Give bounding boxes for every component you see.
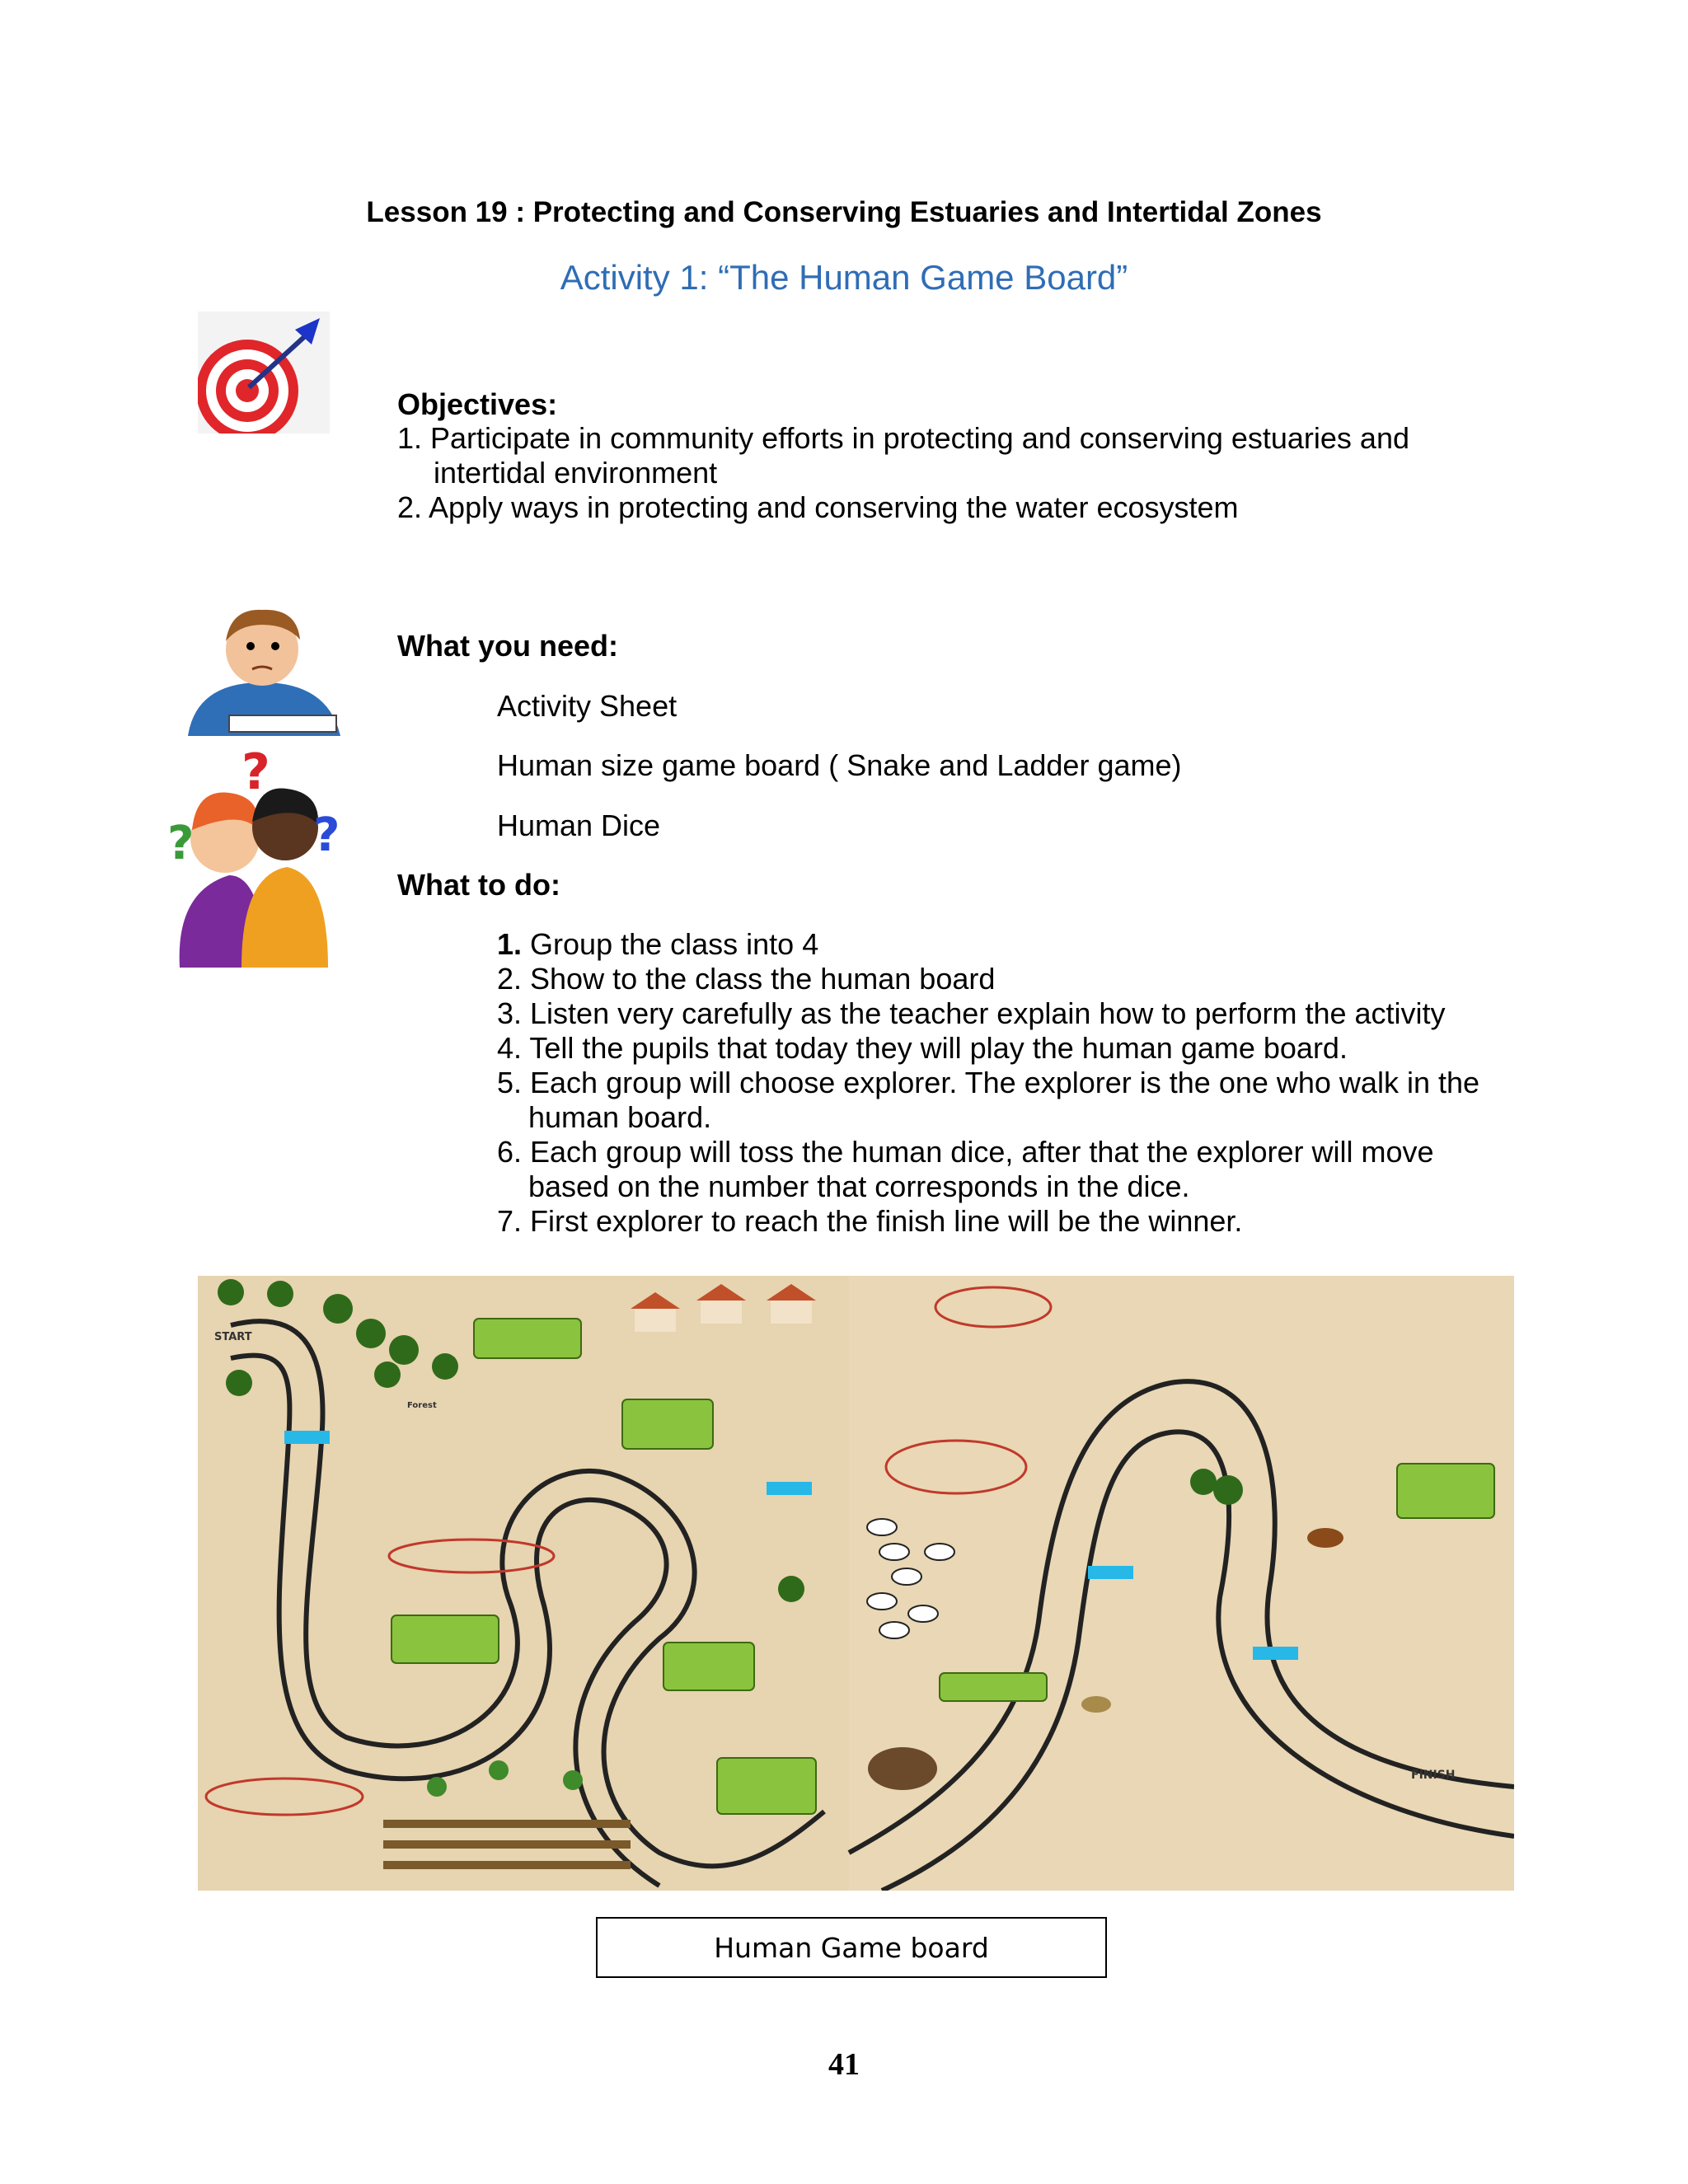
figure-caption: Human Game board: [596, 1917, 1107, 1978]
svg-text:?: ?: [167, 817, 195, 870]
objective-item-2: 2. Apply ways in protecting and conserving the water ecosystem: [397, 490, 1239, 524]
procedure-item-4: 4. Tell the pupils that today they will play the human game board.: [497, 1031, 1348, 1065]
target-icon: [198, 312, 330, 434]
procedure-item-7: 7. First explorer to reach the finish line will be the winner.: [497, 1204, 1243, 1238]
game-board-image: [198, 1276, 1514, 1891]
thinking-boy-icon: [180, 600, 345, 736]
svg-text:?: ?: [241, 752, 270, 801]
procedure-item-6: 6. Each group will toss the human dice, after that the explorer will move based on the number that corresponds in the dice.: [497, 1135, 1434, 1203]
material-item-2: Human size game board ( Snake and Ladder game): [497, 748, 1182, 782]
lesson-title: Lesson 19 : Protecting and Conserving Estuaries and Intertidal Zones: [366, 196, 1322, 228]
materials-heading: What you need:: [397, 629, 618, 663]
procedure-heading: What to do:: [397, 868, 560, 902]
procedure-item-1: [497, 927, 1486, 962]
activity-title: Activity 1: “The Human Game Board”: [560, 258, 1128, 297]
finish-label: FINISH: [1411, 1769, 1456, 1782]
procedure-item-1-number: 1.: [497, 927, 523, 961]
svg-text:?: ?: [313, 808, 340, 862]
procedure-item-2: 2. Show to the class the human board: [497, 962, 996, 996]
objectives-heading: Objectives:: [397, 387, 558, 421]
confused-kids-icon: [163, 752, 349, 968]
procedure-item-3: 3. Listen very carefully as the teacher explain how to perform the activity: [497, 996, 1446, 1030]
page-number: 41: [828, 2047, 860, 2082]
material-item-1: Activity Sheet: [497, 689, 678, 723]
start-label: START: [214, 1331, 252, 1343]
forest-label: Forest: [407, 1401, 437, 1410]
objective-item-1: 1. Participate in community efforts in protecting and conserving estuaries and intertidal environment: [397, 421, 1409, 490]
material-item-3: Human Dice: [497, 808, 661, 842]
procedure-item-5: 5. Each group will choose explorer. The explorer is the one who walk in the human board.: [497, 1066, 1480, 1134]
procedure-item-1-text: Group the class into 4: [522, 927, 819, 961]
